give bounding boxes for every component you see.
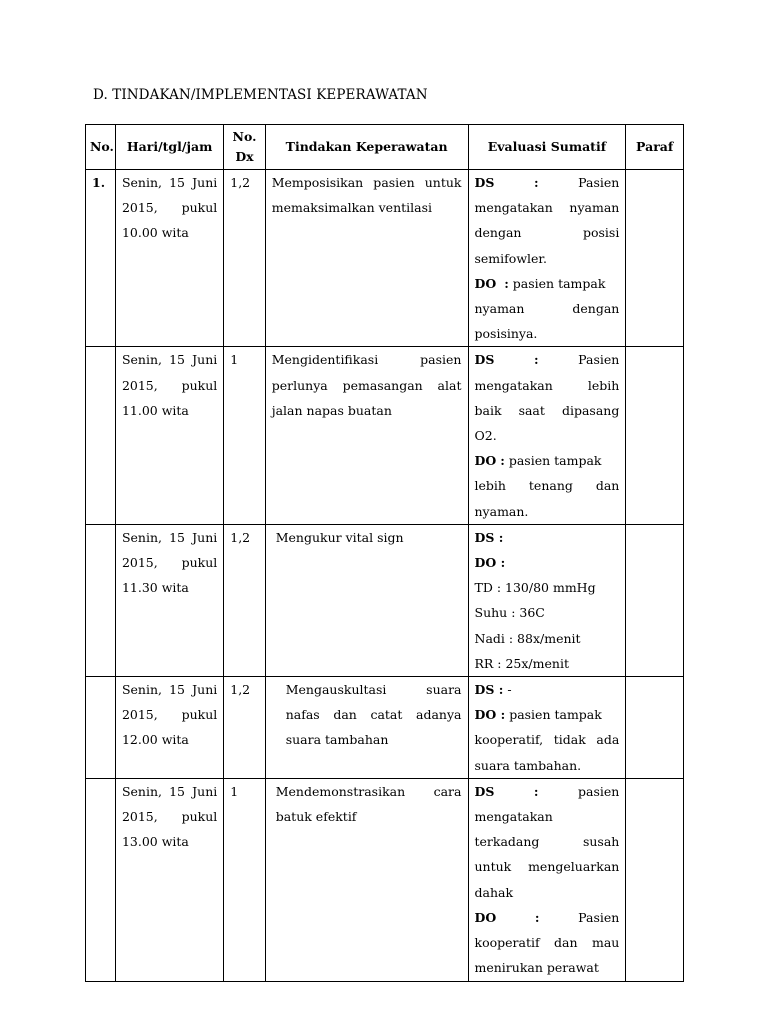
col-header-no: No. [86, 125, 116, 170]
cell-dx: 1 [224, 778, 265, 981]
cell-hari: Senin, 15 Juni 2015, pukul 13.00 wita [115, 778, 223, 981]
col-header-paraf: Paraf [626, 125, 684, 170]
table-row [86, 778, 684, 981]
cell-evaluasi: DS : DO : TD : 130/80 mmHg Suhu : 36C Nadi : 88x/menit RR : 25x/menit [468, 524, 626, 676]
cell-tindakan: Mengukur vital sign [265, 524, 468, 676]
cell-evaluasi: DS : Pasien mengatakan lebih baik saat dipasang O2. DO : pasien tampak lebih tenang dan nyaman. [468, 347, 626, 524]
cell-no [86, 347, 116, 524]
cell-paraf [626, 347, 684, 524]
col-header-dx: No. Dx [224, 125, 265, 170]
cell-paraf [626, 778, 684, 981]
cell-tindakan: Mengauskultasi suara nafas dan catat adanya suara tambahan [265, 677, 468, 779]
cell-tindakan: Mendemonstrasikan cara batuk efektif [265, 778, 468, 981]
table-header-row [86, 125, 684, 170]
table-row [86, 677, 684, 779]
col-header-hari: Hari/tgl/jam [115, 125, 223, 170]
cell-no [86, 677, 116, 779]
cell-hari: Senin, 15 Juni 2015, pukul 11.00 wita [115, 347, 223, 524]
cell-evaluasi: DS : - DO : pasien tampak kooperatif, tidak ada suara tambahan. [468, 677, 626, 779]
cell-paraf [626, 524, 684, 676]
table-row [86, 170, 684, 347]
col-header-evaluasi: Evaluasi Sumatif [468, 125, 626, 170]
section-heading: D. TINDAKAN/IMPLEMENTASI KEPERAWATAN [93, 87, 428, 103]
cell-hari: Senin, 15 Juni 2015, pukul 10.00 wita [115, 170, 223, 347]
cell-no [86, 778, 116, 981]
cell-tindakan: Memposisikan pasien untuk memaksimalkan ventilasi [265, 170, 468, 347]
cell-hari: Senin, 15 Juni 2015, pukul 11.30 wita [115, 524, 223, 676]
table-row [86, 347, 684, 524]
cell-tindakan: Mengidentifikasi pasien perlunya pemasangan alat jalan napas buatan [265, 347, 468, 524]
cell-dx: 1 [224, 347, 265, 524]
cell-evaluasi: DS : pasien mengatakan terkadang susah untuk mengeluarkan dahak DO : Pasien kooperatif dan mau menirukan perawat [468, 778, 626, 981]
cell-paraf [626, 677, 684, 779]
cell-dx: 1,2 [224, 677, 265, 779]
implementation-table [85, 124, 684, 982]
cell-evaluasi: DS : Pasien mengatakan nyaman dengan posisi semifowler. DO : pasien tampak nyaman dengan posisinya. [468, 170, 626, 347]
cell-dx: 1,2 [224, 170, 265, 347]
table-row [86, 524, 684, 676]
cell-hari: Senin, 15 Juni 2015, pukul 12.00 wita [115, 677, 223, 779]
cell-paraf [626, 170, 684, 347]
cell-no [86, 524, 116, 676]
col-header-tindakan: Tindakan Keperawatan [265, 125, 468, 170]
cell-no: 1. [86, 170, 116, 347]
cell-dx: 1,2 [224, 524, 265, 676]
